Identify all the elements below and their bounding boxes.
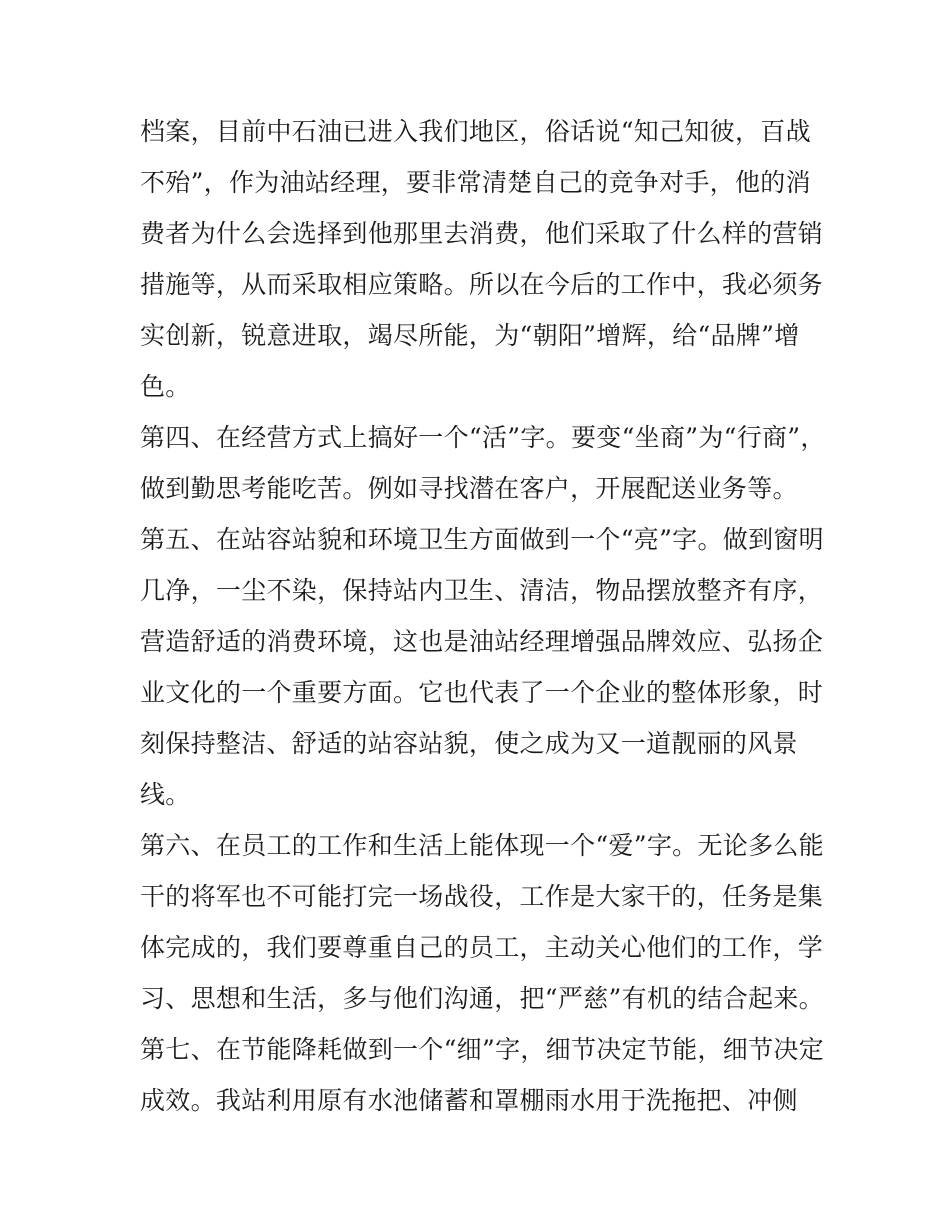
text-line: 色。 (140, 372, 191, 401)
text-line: 成效。我站利用原有水池储蓄和罩棚雨水用于洗拖把、冲侧 (140, 1086, 798, 1115)
text-line: 习、思想和生活，多与他们沟通，把“严慈”有机的结合起来。 (140, 984, 824, 1013)
text-line: 措施等，从而采取相应策略。所以在今后的工作中，我必须务 (140, 270, 824, 299)
text-line: 第四、在经营方式上搞好一个“活”字。要变“坐商”为“行商”， (140, 423, 826, 452)
text-line: 干的将军也不可能打完一场战役，工作是大家干的，任务是集 (140, 882, 824, 911)
text-line: 业文化的一个重要方面。它也代表了一个企业的整体形象，时 (140, 678, 824, 707)
text-line: 费者为什么会选择到他那里去消费，他们采取了什么样的营销 (140, 219, 824, 248)
document-body (140, 106, 826, 1126)
text-line: 体完成的，我们要尊重自己的员工，主动关心他们的工作，学 (140, 933, 824, 962)
text-line: 第七、在节能降耗做到一个“细”字，细节决定节能，细节决定 (140, 1035, 824, 1064)
text-line: 刻保持整洁、舒适的站容站貌，使之成为又一道靓丽的风景 (140, 729, 798, 758)
text-line: 营造舒适的消费环境，这也是油站经理增强品牌效应、弘扬企 (140, 627, 824, 656)
text-line: 档案，目前中石油已进入我们地区，俗话说“知己知彼，百战 (140, 117, 811, 146)
text-line: 第六、在员工的工作和生活上能体现一个“爱”字。无论多么能 (140, 831, 824, 860)
text-line: 不殆”，作为油站经理，要非常清楚自己的竞争对手，他的消 (140, 168, 811, 197)
text-line: 线。 (140, 780, 191, 809)
text-line: 实创新，锐意进取，竭尽所能，为“朝阳”增辉，给“品牌”增 (140, 321, 800, 350)
text-line: 几净，一尘不染，保持站内卫生、清洁，物品摆放整齐有序， (140, 576, 824, 605)
text-line: 做到勤思考能吃苦。例如寻找潜在客户，开展配送业务等。 (140, 474, 798, 503)
text-line: 第五、在站容站貌和环境卫生方面做到一个“亮”字。做到窗明 (140, 525, 824, 554)
